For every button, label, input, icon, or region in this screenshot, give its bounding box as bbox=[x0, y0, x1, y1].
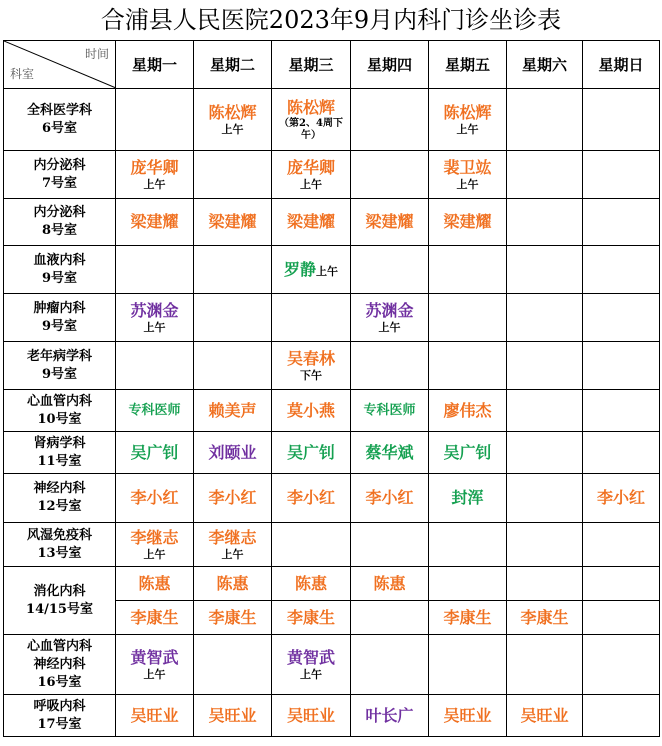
schedule-cell bbox=[116, 89, 194, 151]
session-note: 上午 bbox=[456, 123, 479, 136]
session-note: （第2、4周下午） bbox=[279, 117, 343, 141]
schedule-cell bbox=[429, 523, 507, 567]
schedule-cell bbox=[583, 390, 660, 432]
schedule-cell bbox=[583, 695, 660, 737]
schedule-cell bbox=[507, 567, 583, 601]
schedule-cell bbox=[507, 246, 583, 294]
doctor-name: 梁建耀 bbox=[130, 212, 179, 231]
schedule-cell bbox=[194, 89, 272, 151]
day-header: 星期二 bbox=[194, 41, 272, 89]
table-row bbox=[4, 432, 660, 474]
session-note: 下午 bbox=[300, 369, 322, 382]
doctor-name: 梁建耀 bbox=[208, 212, 257, 231]
doctor-name: 罗静 bbox=[283, 259, 316, 279]
schedule-cell bbox=[583, 432, 660, 474]
dept-cell: 心血管内科 10号室 bbox=[4, 390, 116, 432]
schedule-cell bbox=[272, 151, 351, 199]
doctor-name: 吴旺业 bbox=[286, 705, 335, 725]
doctor-name: 梁建耀 bbox=[443, 212, 492, 231]
schedule-cell bbox=[351, 199, 429, 246]
page-title: 合浦县人民医院2023年9月内科门诊坐诊表 bbox=[100, 6, 562, 34]
schedule-cell bbox=[429, 695, 507, 737]
doctor-name: 梁建耀 bbox=[286, 212, 335, 231]
table-row bbox=[4, 151, 660, 199]
session-note: 上午 bbox=[378, 321, 401, 334]
schedule-cell bbox=[194, 390, 272, 432]
schedule-cell bbox=[194, 246, 272, 294]
schedule-cell bbox=[272, 432, 351, 474]
doctor-name: 封浑 bbox=[451, 488, 484, 507]
doctor-name: 赖美声 bbox=[208, 400, 257, 420]
schedule-cell bbox=[116, 601, 194, 635]
session-note: 上午 bbox=[143, 548, 166, 561]
dept-cell: 老年病学科 9号室 bbox=[4, 342, 116, 390]
schedule-cell bbox=[507, 635, 583, 695]
schedule-cell bbox=[194, 151, 272, 199]
doctor-name: 吴春林 bbox=[286, 349, 335, 368]
doctor-name: 专科医师 bbox=[128, 402, 181, 418]
dept-cell: 内分泌科 7号室 bbox=[4, 151, 116, 199]
doctor-name: 吴广钊 bbox=[286, 442, 335, 462]
doctor-name: 吴旺业 bbox=[130, 705, 179, 725]
schedule-cell bbox=[272, 523, 351, 567]
doctor-name: 刘颐业 bbox=[208, 442, 257, 462]
schedule-cell bbox=[194, 474, 272, 523]
schedule-cell bbox=[583, 523, 660, 567]
table-row bbox=[4, 294, 660, 342]
schedule-cell bbox=[583, 567, 660, 601]
doctor-name: 莫小燕 bbox=[286, 400, 335, 420]
doctor-name: 苏渊金 bbox=[365, 301, 414, 320]
doctor-name: 李康生 bbox=[443, 607, 492, 627]
schedule-cell bbox=[194, 601, 272, 635]
doctor-name: 黄智武 bbox=[130, 648, 179, 667]
schedule-cell bbox=[194, 199, 272, 246]
day-header: 星期五 bbox=[429, 41, 507, 89]
doctor-name: 李康生 bbox=[208, 607, 257, 627]
schedule-cell bbox=[272, 294, 351, 342]
table-row bbox=[4, 342, 660, 390]
schedule-cell bbox=[272, 89, 351, 151]
doctor-name: 李康生 bbox=[130, 607, 179, 627]
day-header: 星期一 bbox=[116, 41, 194, 89]
schedule-cell bbox=[194, 294, 272, 342]
doctor-name: 蔡华斌 bbox=[365, 442, 414, 462]
schedule-cell bbox=[429, 635, 507, 695]
schedule-cell bbox=[116, 151, 194, 199]
dept-cell: 心血管内科 神经内科 16号室 bbox=[4, 635, 116, 695]
schedule-cell bbox=[116, 390, 194, 432]
table-row bbox=[4, 89, 660, 151]
schedule-cell bbox=[351, 601, 429, 635]
session-note: 上午 bbox=[300, 178, 322, 191]
doctor-name: 梁建耀 bbox=[365, 212, 414, 231]
doctor-name: 庞华卿 bbox=[130, 158, 179, 177]
schedule-cell bbox=[583, 246, 660, 294]
session-note: 上午 bbox=[221, 548, 244, 561]
schedule-cell bbox=[194, 567, 272, 601]
schedule-cell bbox=[429, 567, 507, 601]
doctor-name: 李小红 bbox=[365, 488, 414, 507]
schedule-cell bbox=[507, 89, 583, 151]
schedule-cell bbox=[429, 246, 507, 294]
doctor-name: 陈惠 bbox=[216, 573, 249, 593]
dept-cell: 内分泌科 8号室 bbox=[4, 199, 116, 246]
day-header: 星期四 bbox=[351, 41, 429, 89]
session-note: 上午 bbox=[300, 668, 322, 681]
doctor-name: 陈惠 bbox=[373, 573, 406, 593]
dept-cell: 全科医学科 6号室 bbox=[4, 89, 116, 151]
dept-cell: 肿瘤内科 9号室 bbox=[4, 294, 116, 342]
table-row bbox=[4, 695, 660, 737]
doctor-name: 陈松辉 bbox=[286, 97, 335, 117]
doctor-name: 陈惠 bbox=[138, 573, 171, 593]
schedule-cell bbox=[507, 523, 583, 567]
doctor-name: 李继志 bbox=[130, 528, 179, 547]
schedule-cell bbox=[194, 695, 272, 737]
schedule-cell bbox=[116, 246, 194, 294]
schedule-cell bbox=[272, 342, 351, 390]
dept-cell: 血液内科 9号室 bbox=[4, 246, 116, 294]
schedule-cell bbox=[351, 523, 429, 567]
schedule-cell bbox=[116, 294, 194, 342]
schedule-cell bbox=[351, 635, 429, 695]
doctor-name: 叶长广 bbox=[365, 705, 414, 725]
doctor-name: 陈松辉 bbox=[443, 103, 492, 122]
doctor-name: 裴卫竑 bbox=[443, 158, 492, 177]
day-header: 星期六 bbox=[507, 41, 583, 89]
doctor-name: 苏渊金 bbox=[130, 301, 179, 320]
schedule-cell bbox=[429, 151, 507, 199]
schedule-cell bbox=[351, 342, 429, 390]
schedule-cell bbox=[507, 432, 583, 474]
doctor-name: 吴广钊 bbox=[443, 442, 492, 462]
schedule-cell bbox=[116, 635, 194, 695]
doctor-name: 黄智武 bbox=[286, 648, 335, 667]
session-note: 上午 bbox=[221, 123, 244, 136]
schedule-cell bbox=[351, 294, 429, 342]
schedule-cell bbox=[507, 342, 583, 390]
session-note: 上午 bbox=[316, 264, 338, 278]
schedule-cell bbox=[507, 695, 583, 737]
schedule-cell bbox=[583, 342, 660, 390]
schedule-cell bbox=[351, 432, 429, 474]
schedule-cell bbox=[194, 523, 272, 567]
doctor-name: 吴旺业 bbox=[443, 705, 492, 725]
schedule-cell bbox=[116, 567, 194, 601]
schedule-cell bbox=[351, 390, 429, 432]
schedule-cell bbox=[116, 199, 194, 246]
schedule-cell bbox=[272, 390, 351, 432]
schedule-cell bbox=[429, 432, 507, 474]
schedule-cell bbox=[583, 474, 660, 523]
schedule-cell bbox=[351, 474, 429, 523]
schedule-cell bbox=[583, 601, 660, 635]
corner-dept-label: 科室 bbox=[10, 67, 35, 81]
schedule-cell bbox=[351, 695, 429, 737]
schedule-cell bbox=[583, 151, 660, 199]
table-row bbox=[4, 474, 660, 523]
corner-cell bbox=[4, 41, 116, 89]
schedule-cell bbox=[429, 294, 507, 342]
schedule-table bbox=[3, 40, 660, 737]
doctor-name: 李康生 bbox=[286, 607, 335, 627]
day-header: 星期日 bbox=[583, 41, 660, 89]
header-row bbox=[4, 41, 660, 89]
schedule-cell bbox=[351, 151, 429, 199]
doctor-name: 李小红 bbox=[286, 488, 335, 507]
schedule-cell bbox=[272, 246, 351, 294]
schedule-cell bbox=[583, 294, 660, 342]
schedule-cell bbox=[116, 342, 194, 390]
schedule-cell bbox=[507, 199, 583, 246]
schedule-cell bbox=[272, 601, 351, 635]
doctor-name: 陈松辉 bbox=[208, 103, 257, 122]
dept-cell: 消化内科 14/15号室 bbox=[4, 567, 116, 635]
schedule-cell bbox=[272, 199, 351, 246]
schedule-cell bbox=[429, 474, 507, 523]
doctor-name: 吴旺业 bbox=[520, 705, 569, 725]
schedule-cell bbox=[116, 523, 194, 567]
schedule-cell bbox=[507, 474, 583, 523]
schedule-cell bbox=[429, 199, 507, 246]
corner-time-label: 时间 bbox=[84, 47, 109, 61]
table-row bbox=[4, 246, 660, 294]
doctor-name: 庞华卿 bbox=[286, 158, 335, 177]
schedule-cell bbox=[116, 474, 194, 523]
schedule-cell bbox=[272, 567, 351, 601]
schedule-cell bbox=[351, 567, 429, 601]
schedule-cell bbox=[116, 695, 194, 737]
table-row bbox=[4, 199, 660, 246]
doctor-name: 李康生 bbox=[520, 607, 569, 627]
table-row bbox=[4, 523, 660, 567]
doctor-name: 吴旺业 bbox=[208, 705, 257, 725]
table-row bbox=[4, 635, 660, 695]
doctor-name: 专科医师 bbox=[363, 402, 416, 418]
schedule-cell bbox=[583, 199, 660, 246]
doctor-name: 李小红 bbox=[208, 488, 257, 507]
doctor-name: 陈惠 bbox=[294, 573, 327, 593]
schedule-cell bbox=[507, 151, 583, 199]
schedule-cell bbox=[429, 601, 507, 635]
schedule-cell bbox=[507, 601, 583, 635]
doctor-name: 李小红 bbox=[130, 488, 179, 507]
schedule-cell bbox=[507, 294, 583, 342]
dept-cell: 神经内科 12号室 bbox=[4, 474, 116, 523]
schedule-cell bbox=[429, 342, 507, 390]
doctor-name: 廖伟杰 bbox=[443, 400, 492, 420]
schedule-cell bbox=[272, 635, 351, 695]
schedule-cell bbox=[583, 89, 660, 151]
schedule-cell bbox=[194, 342, 272, 390]
schedule-cell bbox=[116, 432, 194, 474]
table-row bbox=[4, 567, 660, 601]
doctor-name: 吴广钊 bbox=[130, 442, 179, 462]
table-row bbox=[4, 390, 660, 432]
session-note: 上午 bbox=[456, 178, 479, 191]
dept-cell: 呼吸内科 17号室 bbox=[4, 695, 116, 737]
schedule-cell bbox=[272, 474, 351, 523]
schedule-cell bbox=[194, 635, 272, 695]
dept-cell: 肾病学科 11号室 bbox=[4, 432, 116, 474]
schedule-cell bbox=[272, 695, 351, 737]
day-header: 星期三 bbox=[272, 41, 351, 89]
schedule-cell bbox=[351, 246, 429, 294]
schedule-cell bbox=[583, 635, 660, 695]
session-note: 上午 bbox=[143, 668, 166, 681]
session-note: 上午 bbox=[143, 321, 166, 334]
schedule-cell bbox=[194, 432, 272, 474]
schedule-cell bbox=[507, 390, 583, 432]
session-note: 上午 bbox=[143, 178, 166, 191]
schedule-cell bbox=[429, 390, 507, 432]
doctor-name: 李小红 bbox=[596, 488, 645, 507]
dept-cell: 风湿免疫科 13号室 bbox=[4, 523, 116, 567]
doctor-name: 李继志 bbox=[208, 528, 257, 547]
schedule-cell bbox=[351, 89, 429, 151]
schedule-cell bbox=[429, 89, 507, 151]
